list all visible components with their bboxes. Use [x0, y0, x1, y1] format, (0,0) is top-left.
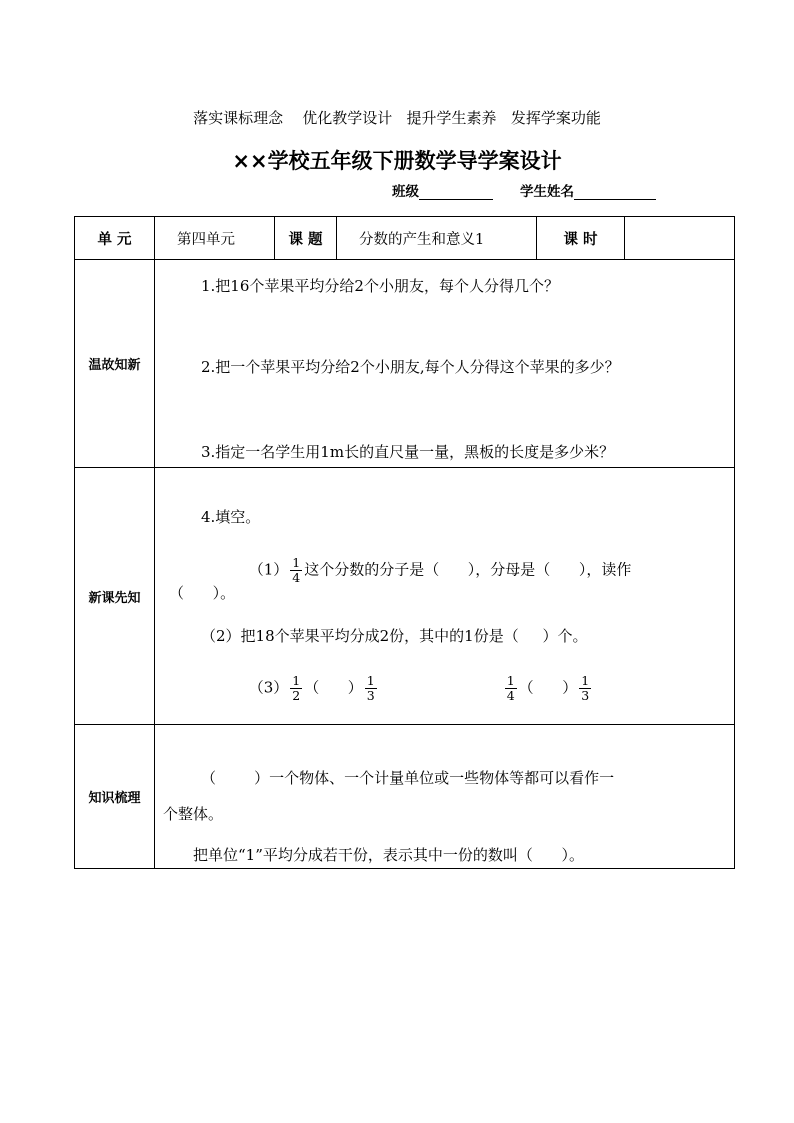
review-question-1: 1.把16个苹果平均分给2个小朋友，每个人分得几个？: [201, 277, 559, 295]
fraction-one-half: $\frac{1}{2}$: [292, 673, 301, 703]
review-label: 温故知新: [75, 260, 155, 468]
fill-blank-part-1-cont: （ ）。: [169, 584, 236, 602]
part-1-prefix: （1）: [248, 560, 289, 579]
fill-blank-part-3: [201, 656, 379, 721]
knowledge-content: [155, 725, 735, 869]
knowledge-line-2: 个整体。: [163, 805, 224, 823]
preview-row: [75, 468, 735, 725]
topic-label: 课 题: [275, 217, 337, 260]
fill-blank-part-2: （2）把18个苹果平均分成2份，其中的1份是（ ）个。: [201, 627, 588, 645]
knowledge-line-3: 把单位“1”平均分成若干份，表示其中一份的数叫（ ）。: [193, 846, 584, 864]
student-name-label: 学生姓名: [520, 184, 574, 200]
student-name-blank[interactable]: [574, 185, 656, 200]
compare-blank-2[interactable]: （ ）: [518, 678, 578, 697]
knowledge-label: 知识梳理: [75, 725, 155, 869]
review-row: [75, 260, 735, 468]
part-1-text: 这个分数的分子是（ ），分母是（ ），读作: [304, 560, 632, 579]
header-row: [75, 217, 735, 260]
fraction-one-quarter: $\frac{1}{4}$: [292, 555, 301, 585]
class-field: [392, 180, 493, 200]
fraction-one-quarter-2: $\frac{1}{4}$: [506, 673, 515, 703]
fraction-one-third-2: $\frac{1}{3}$: [581, 673, 590, 703]
class-label: 班级: [392, 184, 419, 200]
review-question-2: 2.把一个苹果平均分给2个小朋友,每个人分得这个苹果的多少？: [201, 358, 620, 376]
part-3-prefix: （3）: [248, 678, 289, 697]
unit-value: 第四单元: [155, 217, 275, 260]
topic-value: 分数的产生和意义1: [337, 217, 537, 260]
fraction-one-third: $\frac{1}{3}$: [366, 673, 375, 703]
unit-label: 单 元: [75, 217, 155, 260]
review-question-3: 3.指定一名学生用1m长的直尺量一量，黑板的长度是多少米？: [201, 443, 615, 461]
student-name-field: [520, 180, 656, 200]
period-value[interactable]: [625, 217, 735, 260]
fill-blank-part-1: [201, 538, 631, 603]
knowledge-line-1: （ ）一个物体、一个计量单位或一些物体等都可以看作一: [201, 769, 615, 787]
preview-content: [155, 468, 735, 725]
preview-label: 新课先知: [75, 468, 155, 725]
compare-blank-1[interactable]: （ ）: [304, 678, 363, 697]
period-label: 课 时: [537, 217, 625, 260]
knowledge-row: [75, 725, 735, 869]
review-content: [155, 260, 735, 468]
page-title: ××学校五年级下册数学导学案设计: [232, 149, 562, 173]
fill-blank-heading: 4.填空。: [201, 508, 261, 526]
slogan: 落实课标理念 优化教学设计 提升学生素养 发挥学案功能: [193, 109, 601, 127]
fill-blank-part-3-second: [455, 656, 593, 721]
class-blank[interactable]: [419, 185, 493, 200]
lesson-table: [74, 216, 735, 869]
